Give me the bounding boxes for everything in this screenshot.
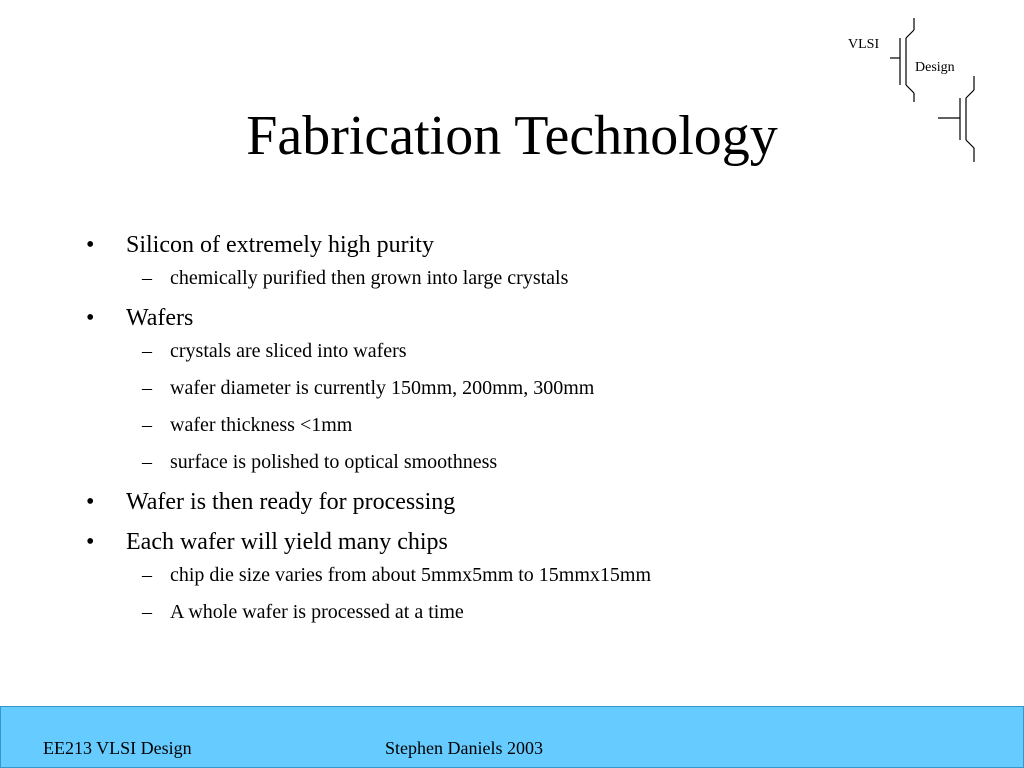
sub-bullet-marker: – — [142, 564, 152, 586]
sub-bullet-text: chemically purified then grown into large crystals — [170, 267, 569, 289]
bullet-marker: • — [86, 489, 95, 515]
bullet-item — [86, 525, 986, 626]
sub-bullet-item — [86, 598, 986, 626]
bullet-list — [86, 228, 986, 635]
bullet-item — [86, 485, 986, 519]
sub-bullet-text: wafer thickness <1mm — [170, 414, 353, 436]
sub-bullet-list — [126, 337, 986, 476]
sub-bullet-text: crystals are sliced into wafers — [170, 340, 407, 362]
sub-bullet-marker: – — [142, 414, 152, 436]
footer-course: EE213 VLSI Design — [43, 738, 192, 758]
bullet-text: Silicon of extremely high purity — [126, 232, 434, 258]
sub-bullet-text: chip die size varies from about 5mmx5mm to 15mmx15mm — [170, 564, 652, 586]
bullet-text: Each wafer will yield many chips — [126, 529, 448, 555]
sub-bullet-list — [126, 264, 986, 292]
sub-bullet-item — [86, 411, 986, 439]
slide-title: Fabrication Technology — [246, 105, 778, 167]
bullet-item — [86, 301, 986, 476]
sub-bullet-marker: – — [142, 451, 152, 473]
bullet-item — [86, 228, 986, 292]
sub-bullet-list — [126, 561, 986, 626]
sub-bullet-item — [86, 448, 986, 476]
footer-author: Stephen Daniels 2003 — [385, 738, 543, 758]
sub-bullet-item — [86, 561, 986, 589]
logo-design-text: Design — [915, 60, 955, 75]
sub-bullet-marker: – — [142, 377, 152, 399]
sub-bullet-item — [86, 374, 986, 402]
bullet-text: Wafer is then ready for processing — [126, 489, 456, 515]
sub-bullet-item — [86, 264, 986, 292]
bullet-marker: • — [86, 305, 95, 331]
sub-bullet-marker: – — [142, 267, 152, 289]
sub-bullet-text: surface is polished to optical smoothness — [170, 451, 498, 473]
bullet-marker: • — [86, 232, 95, 258]
sub-bullet-text: A whole wafer is processed at a time — [170, 601, 464, 623]
bullet-marker: • — [86, 529, 95, 555]
sub-bullet-item — [86, 337, 986, 365]
sub-bullet-text: wafer diameter is currently 150mm, 200mm, 300mm — [170, 377, 595, 399]
bullet-text: Wafers — [126, 305, 194, 331]
logo-vlsi-text: VLSI — [848, 37, 880, 52]
footer-bar — [0, 706, 1024, 768]
sub-bullet-marker: – — [142, 601, 152, 623]
sub-bullet-marker: – — [142, 340, 152, 362]
